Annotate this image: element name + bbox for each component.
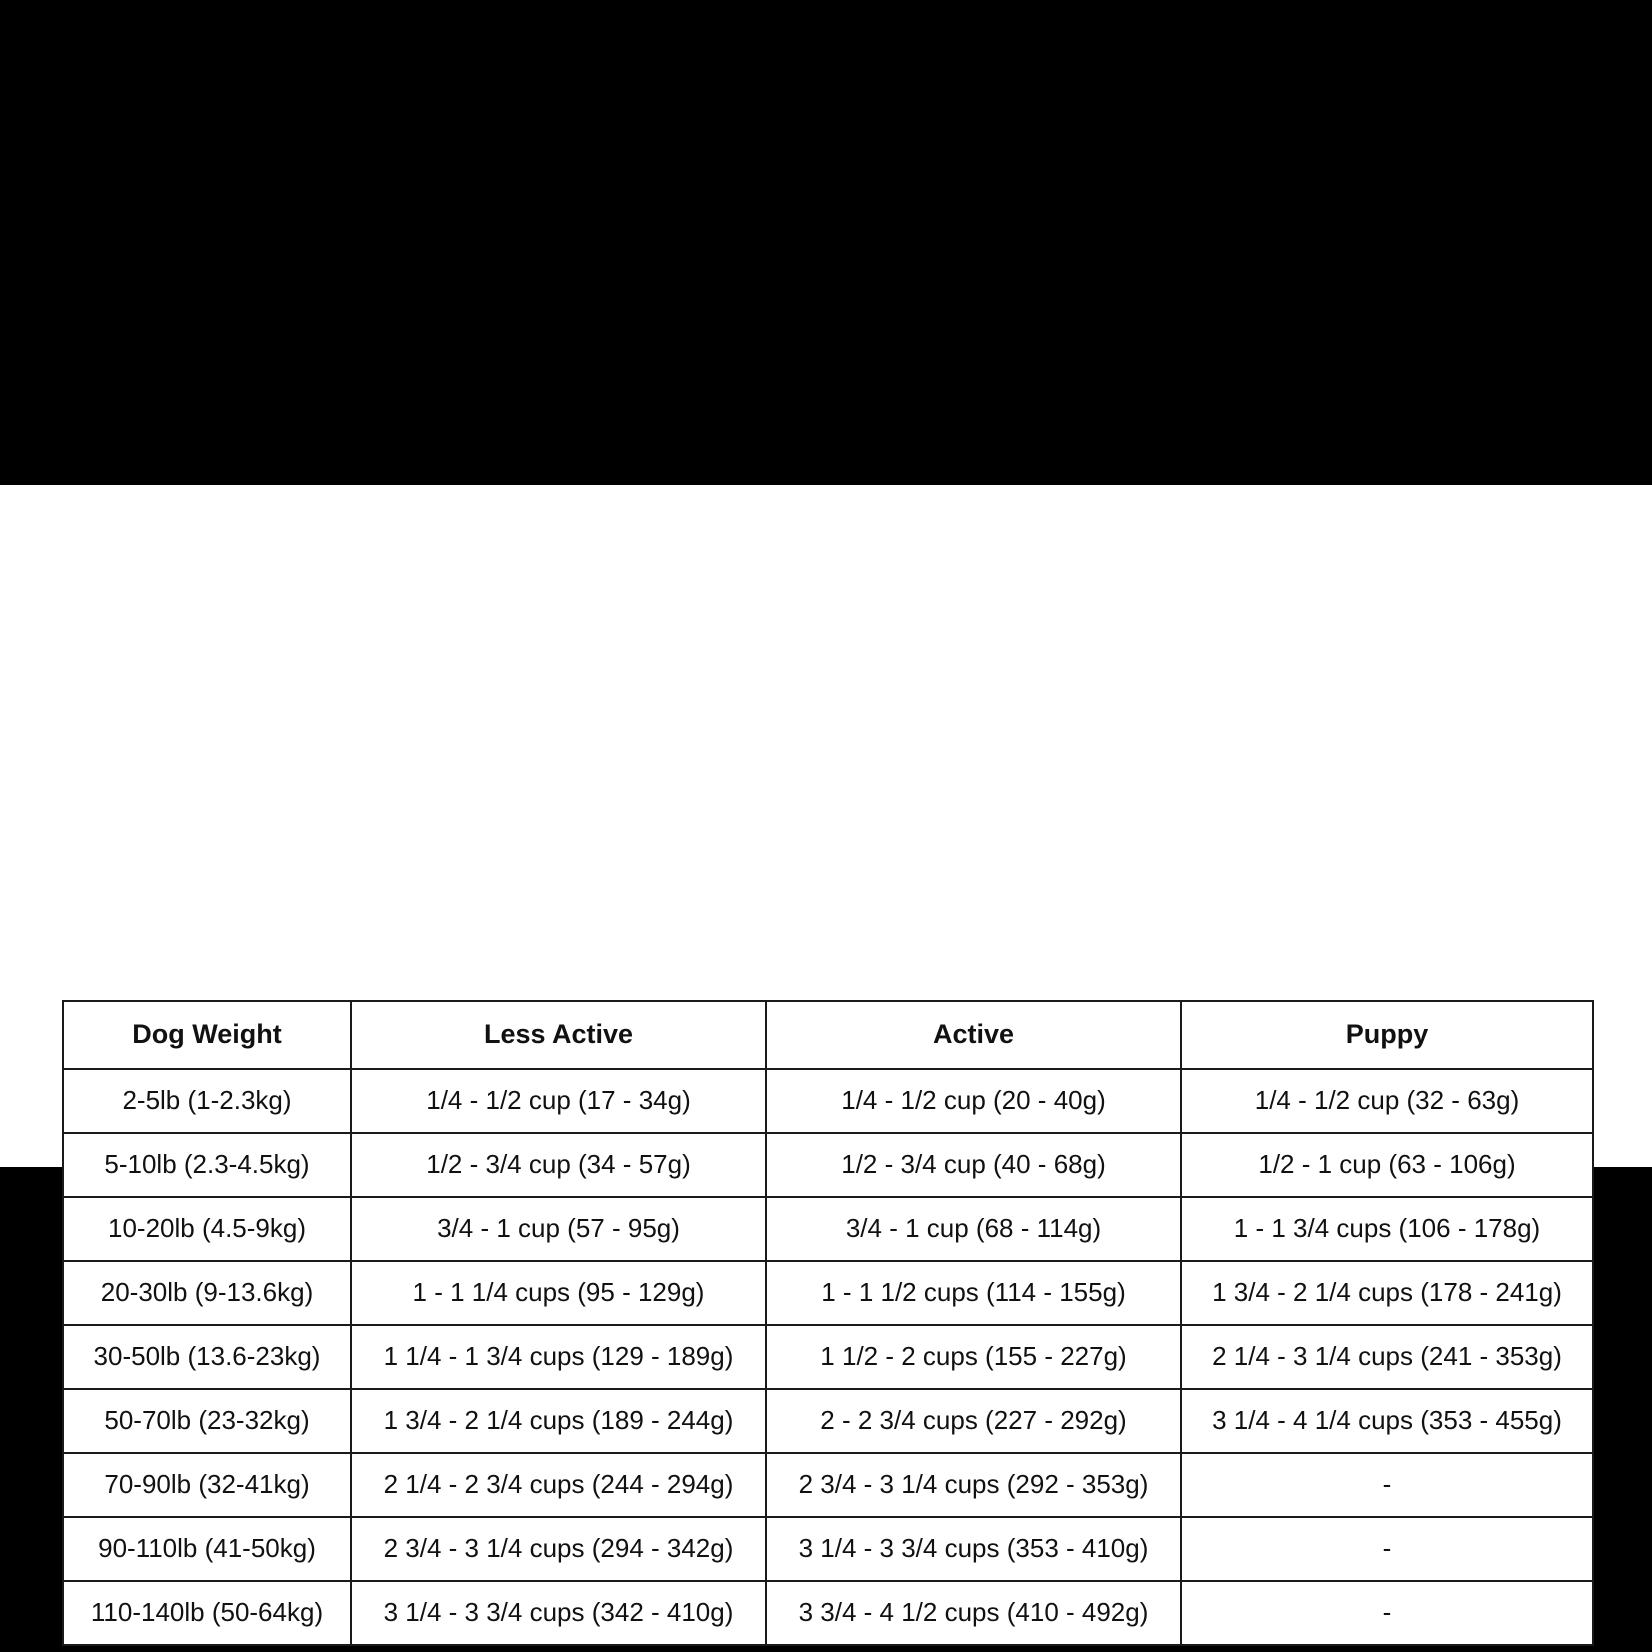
table-header bbox=[63, 1001, 1593, 1069]
cell-active: 1/2 - 3/4 cup (40 - 68g) bbox=[766, 1133, 1181, 1197]
column-header-active: Active bbox=[766, 1001, 1181, 1069]
cell-weight: 20-30lb (9-13.6kg) bbox=[63, 1261, 351, 1325]
cell-less-active: 1/2 - 3/4 cup (34 - 57g) bbox=[351, 1133, 766, 1197]
table-row bbox=[63, 1517, 1593, 1581]
table-row bbox=[63, 1325, 1593, 1389]
cell-puppy: 1/2 - 1 cup (63 - 106g) bbox=[1181, 1133, 1593, 1197]
cell-active: 2 3/4 - 3 1/4 cups (292 - 353g) bbox=[766, 1453, 1181, 1517]
table-row bbox=[63, 1389, 1593, 1453]
cell-puppy: - bbox=[1181, 1517, 1593, 1581]
cell-puppy: 3 1/4 - 4 1/4 cups (353 - 455g) bbox=[1181, 1389, 1593, 1453]
cell-weight: 110-140lb (50-64kg) bbox=[63, 1581, 351, 1645]
cell-less-active: 2 1/4 - 2 3/4 cups (244 - 294g) bbox=[351, 1453, 766, 1517]
cell-weight: 50-70lb (23-32kg) bbox=[63, 1389, 351, 1453]
cell-weight: 2-5lb (1-2.3kg) bbox=[63, 1069, 351, 1133]
table-row bbox=[63, 1069, 1593, 1133]
cell-puppy: 2 1/4 - 3 1/4 cups (241 - 353g) bbox=[1181, 1325, 1593, 1389]
table-row bbox=[63, 1261, 1593, 1325]
table-row bbox=[63, 1197, 1593, 1261]
cell-less-active: 3/4 - 1 cup (57 - 95g) bbox=[351, 1197, 766, 1261]
column-header-dog-weight: Dog Weight bbox=[63, 1001, 351, 1069]
cell-puppy: - bbox=[1181, 1581, 1593, 1645]
table-row bbox=[63, 1453, 1593, 1517]
cell-less-active: 1/4 - 1/2 cup (17 - 34g) bbox=[351, 1069, 766, 1133]
cell-less-active: 3 1/4 - 3 3/4 cups (342 - 410g) bbox=[351, 1581, 766, 1645]
cell-active: 1 1/2 - 2 cups (155 - 227g) bbox=[766, 1325, 1181, 1389]
cell-active: 3 1/4 - 3 3/4 cups (353 - 410g) bbox=[766, 1517, 1181, 1581]
table-row bbox=[63, 1581, 1593, 1645]
cell-weight: 70-90lb (32-41kg) bbox=[63, 1453, 351, 1517]
column-header-puppy: Puppy bbox=[1181, 1001, 1593, 1069]
table-row bbox=[63, 1133, 1593, 1197]
table-header-row bbox=[63, 1001, 1593, 1069]
feeding-guide-table bbox=[62, 1000, 1594, 1646]
cell-puppy: 1/4 - 1/2 cup (32 - 63g) bbox=[1181, 1069, 1593, 1133]
cell-less-active: 1 3/4 - 2 1/4 cups (189 - 244g) bbox=[351, 1389, 766, 1453]
cell-weight: 5-10lb (2.3-4.5kg) bbox=[63, 1133, 351, 1197]
cell-less-active: 1 - 1 1/4 cups (95 - 129g) bbox=[351, 1261, 766, 1325]
cell-active: 3 3/4 - 4 1/2 cups (410 - 492g) bbox=[766, 1581, 1181, 1645]
cell-weight: 10-20lb (4.5-9kg) bbox=[63, 1197, 351, 1261]
column-header-less-active: Less Active bbox=[351, 1001, 766, 1069]
cell-less-active: 2 3/4 - 3 1/4 cups (294 - 342g) bbox=[351, 1517, 766, 1581]
cell-active: 1 - 1 1/2 cups (114 - 155g) bbox=[766, 1261, 1181, 1325]
cell-active: 1/4 - 1/2 cup (20 - 40g) bbox=[766, 1069, 1181, 1133]
cell-puppy: 1 3/4 - 2 1/4 cups (178 - 241g) bbox=[1181, 1261, 1593, 1325]
cell-weight: 30-50lb (13.6-23kg) bbox=[63, 1325, 351, 1389]
cell-weight: 90-110lb (41-50kg) bbox=[63, 1517, 351, 1581]
content-band bbox=[0, 485, 1652, 1628]
cell-active: 2 - 2 3/4 cups (227 - 292g) bbox=[766, 1389, 1181, 1453]
cell-less-active: 1 1/4 - 1 3/4 cups (129 - 189g) bbox=[351, 1325, 766, 1389]
table-body bbox=[63, 1069, 1593, 1645]
cell-puppy: - bbox=[1181, 1453, 1593, 1517]
cell-puppy: 1 - 1 3/4 cups (106 - 178g) bbox=[1181, 1197, 1593, 1261]
cell-active: 3/4 - 1 cup (68 - 114g) bbox=[766, 1197, 1181, 1261]
feeding-guide-table-wrapper bbox=[62, 1000, 1592, 1646]
